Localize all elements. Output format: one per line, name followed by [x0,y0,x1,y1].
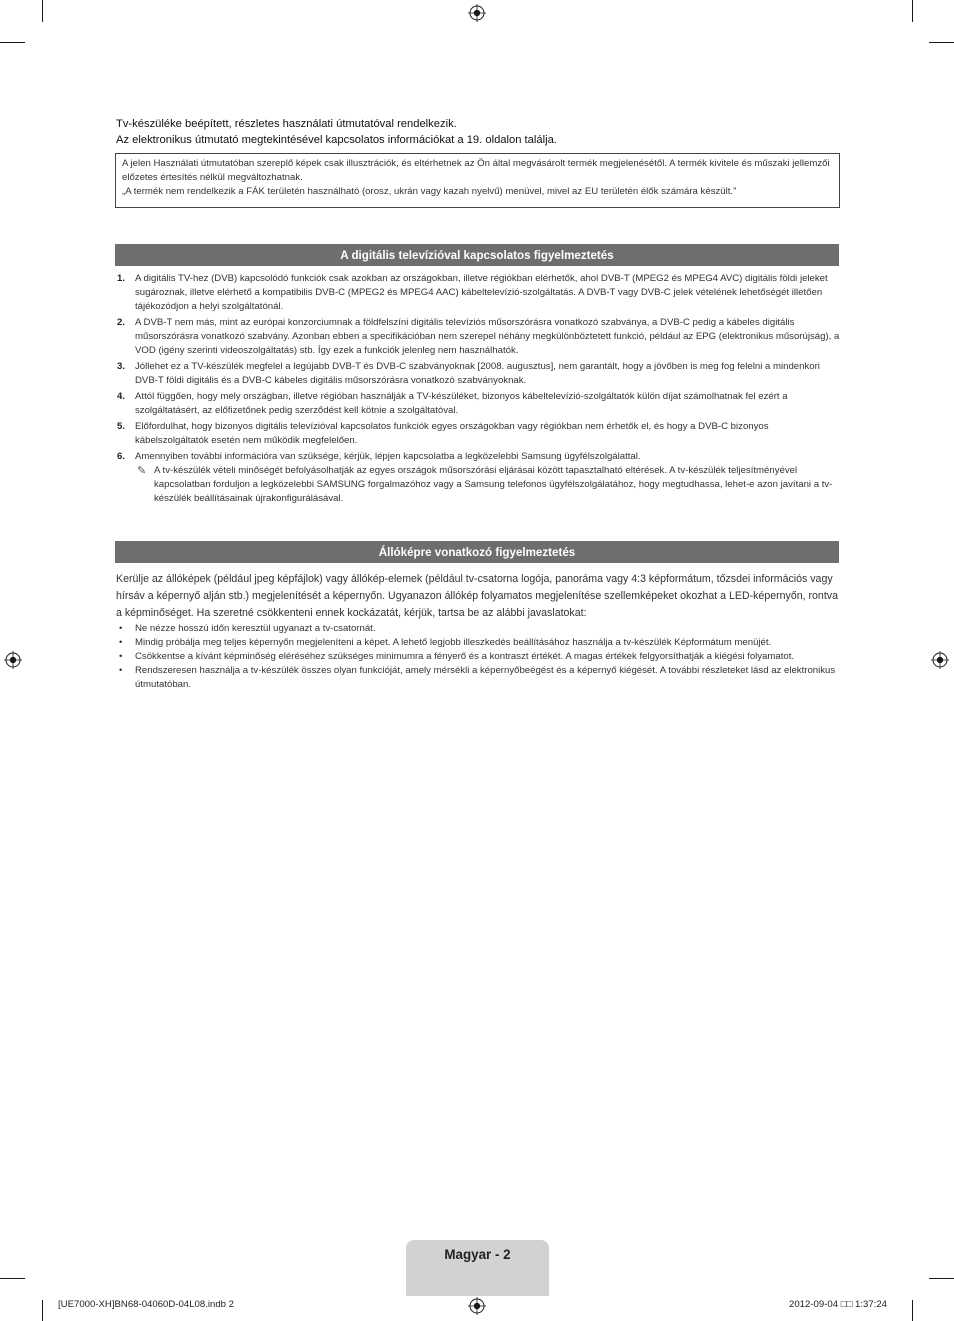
list-item-number: 6. [117,451,126,462]
list-item [116,272,841,314]
intro-line-1: Tv-készüléke beépített, részletes használati útmutatóval rendelkezik. [116,118,457,130]
list-item [116,390,841,418]
list-item-text: Előfordulhat, hogy bizonyos digitális televízióval kapcsolatos funkciók egyes országokban vagy régiókban nem érhetők el, és hogy a DVB-C bizonyos kábelszolgáltatók esetén nem működik megfelelően. [135,421,769,446]
footer-timestamp: 2012-09-04 □□ 1:37:24 [789,1299,888,1310]
page-number: Magyar - 2 [444,1247,511,1262]
notice-line-1: A jelen Használati útmutatóban szereplő képek csak illusztrációk, és eltérhetnek az Ön által megvásárolt termék megjelenésétől. A termék kivitele és műszaki jellemzői előzetes értesítés nélkül megváltozhatnak. [122,158,830,183]
crop-mark-bottom-right-h [929,1278,954,1279]
list-item-text: Jóllehet ez a TV-készülék megfelel a legújabb DVB-T és DVB-C szabványoknak [2008. augusztus], nem garantált, hogy a jövőben is meg fog felelni a mindenkori DVB-T földi digitális és a DVB-C kábeles digitális műsorszórásra vonatkozó szabványoknak. [135,361,820,386]
crop-mark-top-left-h [0,42,25,43]
list-item [116,664,841,692]
list-item [116,450,841,506]
list-item-text: Ne nézze hosszú időn keresztül ugyanazt a tv-csatornát. [135,623,376,634]
list-item-number: 4. [117,391,126,402]
digital-tv-warning-list [116,272,841,506]
list-item-text: Csökkentse a kívánt képminőség eléréséhez szükséges minimumra a fényerő és a kontraszt értékét. A magas értékek felgyorsíthatják a kiégési folyamatot. [135,651,795,662]
list-item-text: Amennyiben további információra van szüksége, kérjük, lépjen kapcsolatba a legközelebbi Samsung ügyfélszolgálattal. [135,451,641,462]
list-item-number: 2. [117,317,126,328]
list-item-text: Rendszeresen használja a tv-készülék összes olyan funkcióját, amely mérsékli a képernyőbeégést és a képernyő kiégését. A további részleteket lásd az elektronikus útmutatóban. [135,665,836,690]
notice-box [115,153,840,208]
note [135,464,841,506]
bullet-icon: • [119,665,123,676]
list-item-text: A DVB-T nem más, mint az európai konzorciumnak a földfelszíni digitális televíziós műsorszórásra vonatkozó szabványa, a DVB-C pedig a kábeles digitális műsorszórásra vonatkozó szabvány. Azonban ebben a specifikációban nem szerepel néhány megkülönböztetett funkció, például az EPG (elektronikus műsorújság), a VOD (igény szerinti videoszolgáltatás) stb. Így ezek a funkciók jelenleg nem használhatók. [135,317,840,356]
list-item-number: 3. [117,361,126,372]
crop-mark-bottom-left-h [0,1278,25,1279]
list-item [116,360,841,388]
pencil-note-icon: ✎ [137,465,147,477]
crop-mark-top-right-h [929,42,954,43]
bullet-icon: • [119,651,123,662]
registration-mark-left-icon [4,651,22,669]
list-item [116,636,841,650]
list-item-text: Attól függően, hogy mely országban, illetve régióban használják a TV-készüléket, bizonyos kábeltelevízió-szolgáltatók külön díjat számolhatnak fel ezért a szolgáltatásért, az előfizetőnek pedig szerződést kell kötnie a szolgáltatóval. [135,391,788,416]
footer-file-name: [UE7000-XH]BN68-04060D-04L08.indb 2 [58,1299,234,1310]
section-heading-still-image: Állóképre vonatkozó figyelmeztetés [115,541,839,563]
intro-text [116,116,846,148]
note-text: A tv-készülék vételi minőségét befolyásolhatják az egyes országok műsorszórási eljárásai között tapasztalható eltérések. A tv-készülék teljesítményével kapcsolatban forduljon a legközelebbi SAMSUNG forgalmazóhoz vagy a Samsung telefonos ügyfélszolgálatához, hogy megtudhassa, lehet-e azon javítani a tv-készülék beállításainak újrakonfigurálásával. [154,465,833,504]
registration-mark-right-icon [931,651,949,669]
notice-line-2: „A termék nem rendelkezik a FÁK területén használható (orosz, ukrán vagy kazah nyelvű) menüvel, mivel az EU területén élők számára készült.” [122,186,737,197]
list-item [116,622,841,636]
crop-mark-top-left-v [42,0,43,22]
crop-mark-bottom-left-v [42,1300,43,1321]
list-item-number: 1. [117,273,126,284]
list-item-text: Mindig próbálja meg teljes képernyőn megjeleníteni a képet. A lehető legjobb illeszkedés beállításához használja a tv-készülék Képformátum menüjét. [135,637,772,648]
list-item-number: 5. [117,421,126,432]
crop-mark-top-right-v [912,0,913,22]
intro-line-2: Az elektronikus útmutató megtekintésével kapcsolatos információkat a 19. oldalon találja. [116,134,557,146]
list-item [116,316,841,358]
bullet-icon: • [119,623,123,634]
crop-mark-bottom-right-v [912,1300,913,1321]
still-image-paragraph: Kerülje az állóképek (például jpeg képfájlok) vagy állókép-elemek (például tv-csatorna logója, panoráma vagy 4:3 képformátum, tőzsdei információs vagy hírsáv a képernyő alján stb.) megjelenítését a képernyőn. Ugyanazon állókép folyamatos megjelenítése szellemképeket okozhat a LED-képernyőn, rontva a képminőséget. Ha szeretné csökkenteni ennek kockázatát, kérjük, tartsa be az alábbi javaslatokat: [116,573,838,619]
bullet-icon: • [119,637,123,648]
registration-mark-top-icon [468,4,486,22]
list-item [116,420,841,448]
section-heading-digital-tv: A digitális televízióval kapcsolatos figyelmeztetés [115,244,839,266]
list-item-text: A digitális TV-hez (DVB) kapcsolódó funkciók csak azokban az országokban, illetve régiókban elérhetők, ahol DVB-T (MPEG2 és MPEG4 AVC) digitális földi jeleket sugároznak, illetve elérhető a kompatibilis DVB-C (MPEG2 és MPEG4 AAC) kábeltelevízió-szolgáltatás. A DVB-T vagy DVB-C jelek vételének lehetőségét illetően tájékozódjon a helyi szolgáltatónál. [135,273,828,312]
still-image-recommendations [116,622,841,692]
list-item [116,650,841,664]
registration-mark-bottom-icon [468,1297,486,1315]
